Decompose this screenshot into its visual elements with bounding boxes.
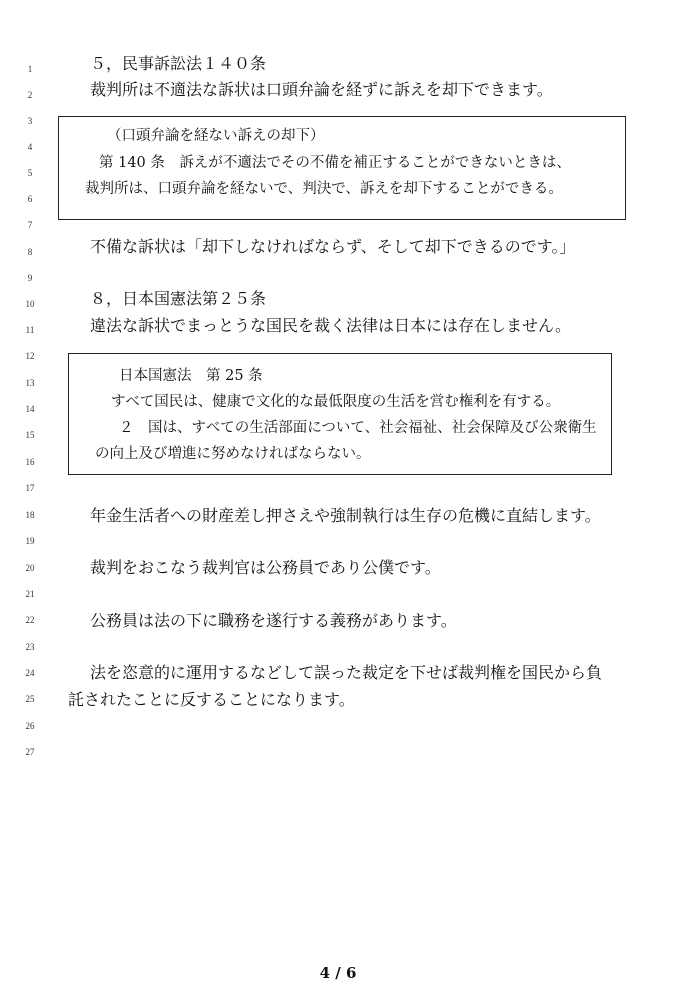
line-number: 8 — [27, 247, 33, 257]
line-number: 11 — [25, 325, 35, 335]
line-number: 5 — [27, 168, 33, 178]
statute-title: （口頭弁論を経ない訴えの却下） — [107, 128, 325, 144]
line-number: 25 — [25, 694, 35, 704]
line-number: 27 — [25, 747, 35, 757]
statute-line: の向上及び増進に努めなければならない。 — [95, 446, 371, 462]
statute-title: 日本国憲法 第 25 条 — [119, 368, 263, 384]
section-heading-constitution: ８，日本国憲法第２５条 — [90, 289, 267, 308]
line-number: 6 — [27, 194, 33, 204]
line-number: 19 — [25, 536, 35, 546]
paragraph: 年金生活者への財産差し押さえや強制執行は生存の危機に直結します。 — [90, 506, 601, 525]
line-number: 23 — [25, 642, 35, 652]
line-number: 16 — [25, 457, 35, 467]
section-heading-civil-procedure: ５，民事訴訟法１４０条 — [90, 54, 267, 73]
paragraph: 裁判をおこなう裁判官は公務員であり公僕です。 — [90, 558, 441, 577]
line-number: 26 — [25, 721, 35, 731]
statute-box-constitution — [68, 353, 612, 475]
line-number: 4 — [27, 142, 33, 152]
line-number: 7 — [27, 220, 33, 230]
line-number: 12 — [25, 351, 35, 361]
paragraph: 法を恣意的に運用するなどして誤った裁定を下せば裁判権を国民から負 — [90, 663, 603, 682]
line-number: 2 — [27, 90, 33, 100]
line-number: 1 — [27, 64, 33, 74]
conclusion-text: 不備な訴状は「却下しなければならず、そして却下できるのです。」 — [90, 237, 576, 256]
line-number: 20 — [25, 563, 35, 573]
section-body: 違法な訴状でまっとうな国民を裁く法律は日本には存在しません。 — [90, 316, 571, 335]
statute-box-civil-procedure — [58, 116, 626, 220]
line-number: 22 — [25, 615, 35, 625]
line-number: 13 — [25, 378, 35, 388]
line-number: 3 — [27, 116, 33, 126]
line-number: 14 — [25, 404, 35, 414]
page-number: 4 / 6 — [319, 964, 357, 982]
paragraph-continued: 託されたことに反することになります。 — [68, 690, 355, 709]
line-number: 15 — [25, 430, 35, 440]
line-number: 24 — [25, 668, 35, 678]
line-number: 9 — [27, 273, 33, 283]
statute-line: ２ 国は、すべての生活部面について、社会福祉、社会保障及び公衆衛生 — [119, 420, 597, 436]
line-number: 21 — [25, 589, 35, 599]
line-number: 17 — [25, 483, 35, 493]
statute-line: すべて国民は、健康で文化的な最低限度の生活を営む権利を有する。 — [111, 394, 561, 410]
section-body: 裁判所は不適法な訴状は口頭弁論を経ずに訴えを却下できます。 — [90, 80, 553, 99]
line-number: 10 — [25, 299, 35, 309]
line-number: 18 — [25, 510, 35, 520]
paragraph: 公務員は法の下に職務を遂行する義務があります。 — [90, 611, 457, 630]
statute-line: 裁判所は、口頭弁論を経ないで、判決で、訴えを却下することができる。 — [85, 181, 563, 197]
statute-line: 第 140 条 訴えが不適法でその不備を補正することができないときは、 — [99, 155, 571, 171]
